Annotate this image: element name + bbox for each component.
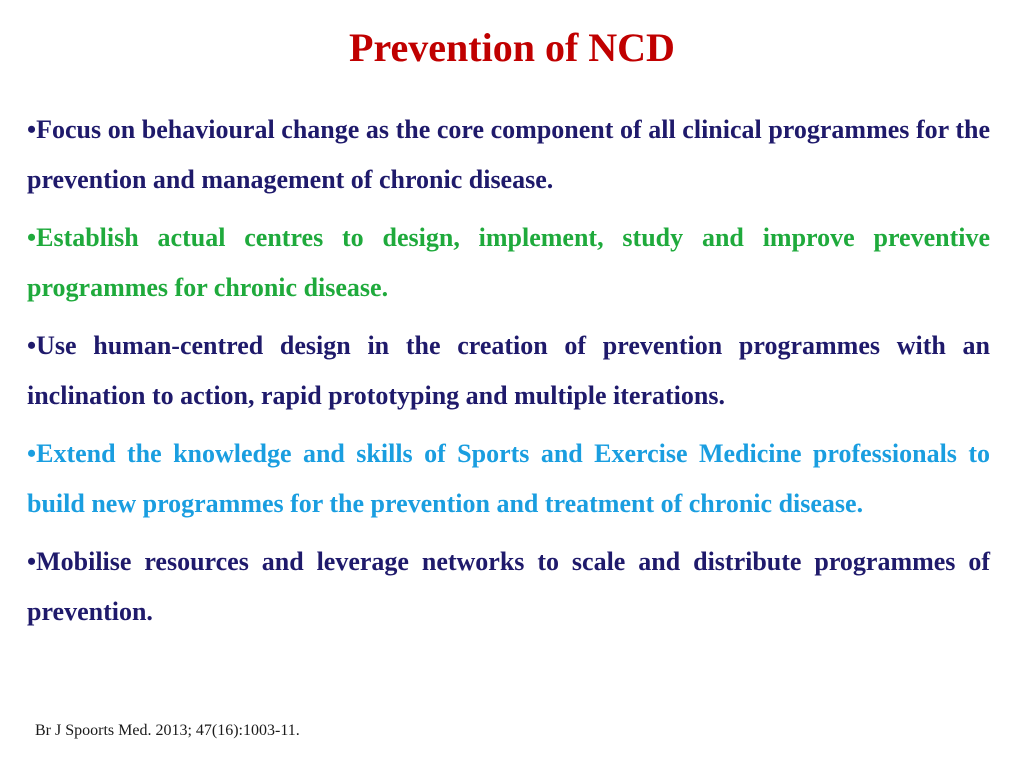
bullet-item: •Extend the knowledge and skills of Sports and Exercise Medicine professionals to build new programmes for the prevention and treatment of chronic disease. xyxy=(27,439,990,518)
citation: Br J Spoorts Med. 2013; 47(16):1003-11. xyxy=(35,722,300,739)
bullet-item: •Establish actual centres to design, implement, study and improve preventive programmes for chronic disease. xyxy=(27,223,990,302)
bullet-item: •Focus on behavioural change as the core component of all clinical programmes for the prevention and management of chronic disease. xyxy=(27,115,990,194)
bullet-list xyxy=(27,105,990,645)
bullet-item: •Use human-centred design in the creation of prevention programmes with an inclination to action, rapid prototyping and multiple iterations. xyxy=(27,331,990,410)
bullet-item: •Mobilise resources and leverage networks to scale and distribute programmes of prevention. xyxy=(27,547,990,626)
slide-title: Prevention of NCD xyxy=(349,25,675,70)
